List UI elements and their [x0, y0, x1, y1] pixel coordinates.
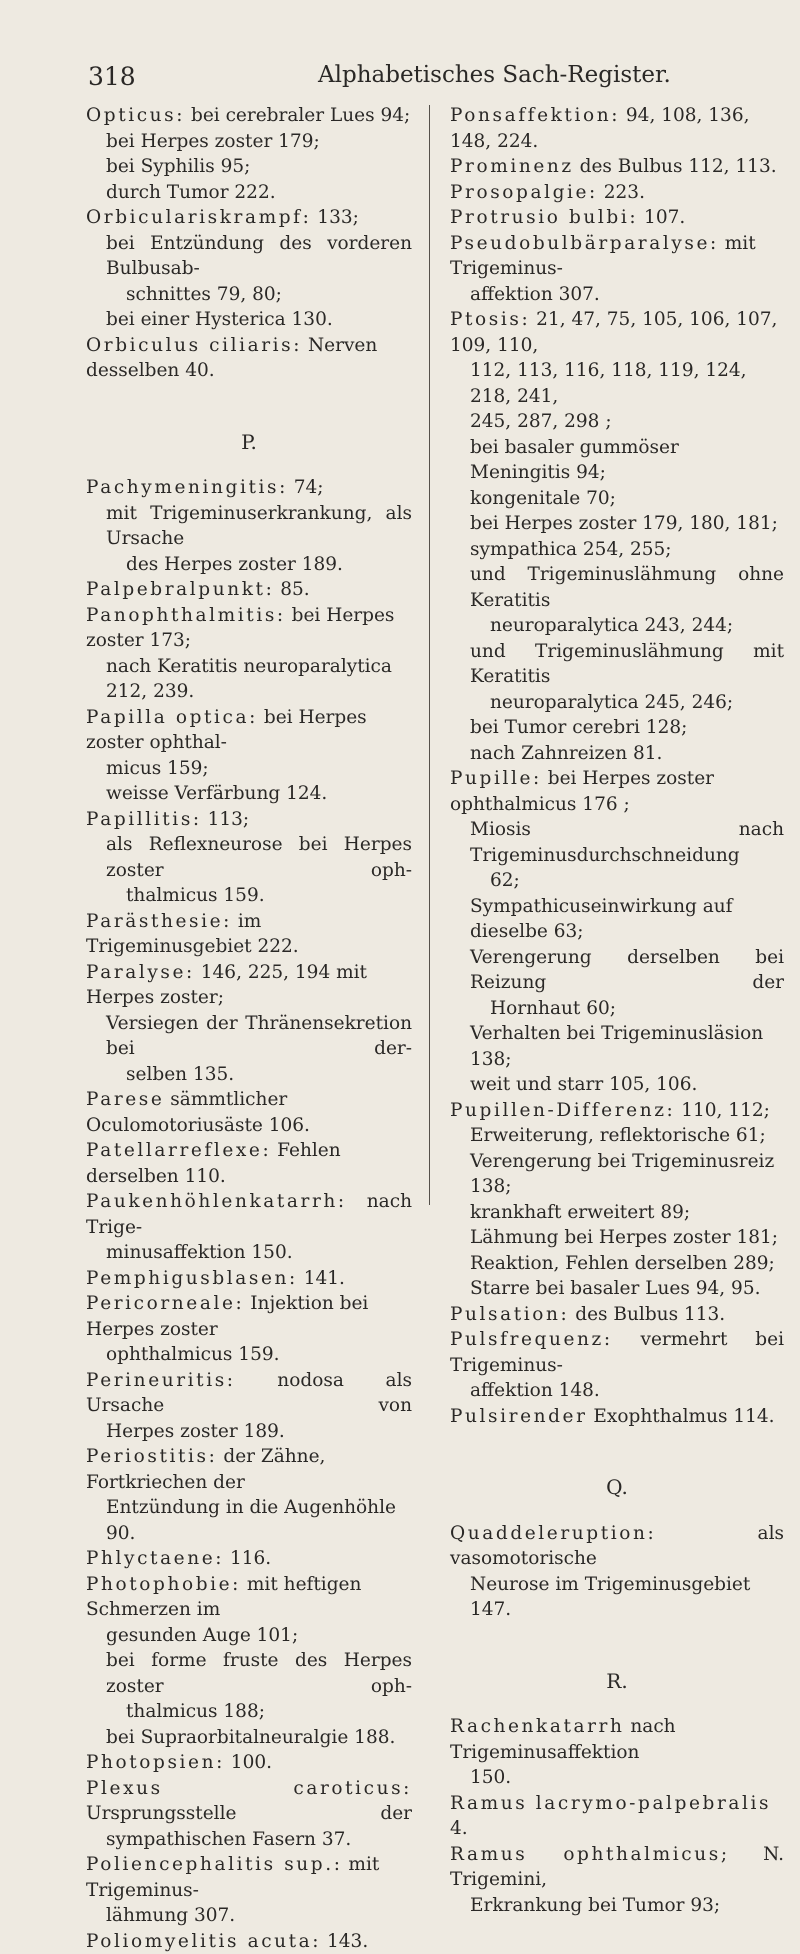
- sub-entry-continuation: selben 135.: [126, 1062, 412, 1088]
- entry-continuation: ophthalmicus 159.: [106, 1342, 412, 1368]
- entry-text: bei Herpes zoster ophthal-: [86, 707, 367, 754]
- entry-head: Poliencephalitis sup.:: [86, 1854, 343, 1875]
- index-entry-poliomyelitis: [86, 1929, 412, 1954]
- index-entry-pachymeningitis: [86, 475, 412, 577]
- entry-continuation: gesunden Auge 101;: [106, 1623, 412, 1649]
- entry-text: Ursprungsstelle der: [86, 1803, 412, 1824]
- index-entry-phlyctaene: [86, 1546, 412, 1572]
- entry-head: Phlyctaene:: [86, 1548, 224, 1569]
- entry-text: 143.: [321, 1931, 368, 1952]
- entry-head: Opticus:: [86, 105, 185, 126]
- sub-entry: Lähmung bei Herpes zoster 181;: [470, 1225, 784, 1251]
- entry-head: Ramus ophthalmicus;: [450, 1844, 730, 1865]
- entry-continuation: Erkrankung bei Tumor 93;: [470, 1893, 784, 1919]
- index-entry-ptosis: [450, 307, 784, 766]
- sub-entry: Verengerung derselben bei Reizung der: [470, 945, 784, 996]
- entry-head: Ramus lacrymo-palpebralis: [450, 1793, 771, 1814]
- index-entry-pupillen-differenz: [450, 1098, 784, 1302]
- index-entry-orbiculariskrampf: [86, 205, 412, 333]
- entry-head: Pulsfrequenz:: [450, 1329, 613, 1350]
- sub-entry-continuation: Hornhaut 60;: [490, 996, 784, 1022]
- page-header: [0, 62, 800, 92]
- sub-entry: Verhalten bei Trigeminusläsion 138;: [470, 1021, 784, 1072]
- entry-text: mit Trigeminus-: [86, 1854, 379, 1901]
- entry-continuation: micus 159;: [106, 756, 412, 782]
- entry-head: Panophthalmitis:: [86, 605, 286, 626]
- sub-entry: bei Herpes zoster 179;: [106, 129, 412, 155]
- sub-entry: bei Entzündung des vorderen Bulbusab-: [106, 231, 412, 282]
- sub-entry: bei Tumor cerebri 128;: [470, 715, 784, 741]
- entry-continuation: sympathischen Fasern 37.: [106, 1827, 412, 1853]
- entry-text: Fehlen derselben 110.: [86, 1140, 341, 1187]
- sub-entry: Reaktion, Fehlen derselben 289;: [470, 1251, 784, 1277]
- entry-text: 21, 47, 75, 105, 106, 107, 109, 110,: [450, 309, 777, 356]
- entry-continuation: Entzündung in die Augenhöhle 90.: [106, 1495, 412, 1546]
- entry-head: Paukenhöhlenkatarrh:: [86, 1191, 347, 1212]
- sub-entry: kongenitale 70;: [470, 486, 784, 512]
- entry-text: des Bulbus 112, 113.: [574, 156, 777, 177]
- entry-head: Parese: [86, 1089, 164, 1110]
- entry-head: Pupillen-Differenz:: [450, 1100, 675, 1121]
- entry-head: Pericorneale:: [86, 1293, 244, 1314]
- entry-text: nodosa als Ursache von: [86, 1370, 412, 1417]
- entry-text: vermehrt bei Trigeminus-: [450, 1329, 784, 1376]
- entry-head: Orbiculariskrampf:: [86, 207, 311, 228]
- entry-head: Pachymeningitis:: [86, 477, 288, 498]
- entry-continuation: nach Keratitis neuroparalytica 212, 239.: [106, 654, 412, 705]
- index-entry-pulsirender: [450, 1404, 784, 1430]
- index-entry-periostitis: [86, 1444, 412, 1546]
- section-letter-r: R.: [450, 1669, 784, 1695]
- entry-continuation: minusaffektion 150.: [106, 1240, 412, 1266]
- index-entry-opticus: [86, 103, 412, 205]
- entry-text: 116.: [224, 1548, 271, 1569]
- sub-entry: bei Herpes zoster 179, 180, 181;: [470, 511, 784, 537]
- entry-text: 141.: [298, 1268, 345, 1289]
- sub-entry-continuation: thalmicus 159.: [126, 883, 412, 909]
- entry-continuation: 112, 113, 116, 118, 119, 124, 218, 241,: [470, 358, 784, 409]
- sub-entry-continuation: neuroparalytica 245, 246;: [490, 690, 784, 716]
- index-entry-quaddeleruption: [450, 1521, 784, 1623]
- index-entry-photopsien: [86, 1750, 412, 1776]
- entry-text: 100.: [225, 1752, 272, 1773]
- entry-head: Patellarreflexe:: [86, 1140, 271, 1161]
- index-entry-ramus-ophthalmicus: [450, 1842, 784, 1919]
- sub-entry: nach Zahnreizen 81.: [470, 741, 784, 767]
- entry-continuation: lähmung 307.: [106, 1903, 412, 1929]
- sub-entry: bei basaler gummöser Meningitis 94;: [470, 435, 784, 486]
- sub-entry-continuation: 62;: [490, 868, 784, 894]
- entry-text: 133;: [311, 207, 358, 228]
- sub-entry: sympathica 254, 255;: [470, 537, 784, 563]
- index-entry-perineuritis: [86, 1368, 412, 1445]
- entry-head: Photophobie:: [86, 1574, 241, 1595]
- entry-head: Perineuritis:: [86, 1370, 236, 1391]
- entry-head: Palpebralpunkt:: [86, 579, 274, 600]
- entry-head: Photopsien:: [86, 1752, 225, 1773]
- sub-entry: Erweiterung, reflektorische 61;: [470, 1123, 784, 1149]
- index-entry-pupille: [450, 766, 784, 1098]
- entry-text: nach Trige-: [86, 1191, 412, 1238]
- index-entry-orbiculus: [86, 333, 412, 384]
- index-entry-rachenkatarrh: [450, 1714, 784, 1791]
- index-entry-plexus-caroticus: [86, 1776, 412, 1853]
- entry-text: N. Trigemini,: [450, 1844, 784, 1891]
- entry-text: 110, 112;: [675, 1100, 770, 1121]
- entry-continuation: Neurose im Trigeminusgebiet 147.: [470, 1572, 784, 1623]
- entry-continuation: affektion 148.: [470, 1378, 784, 1404]
- sub-entry: bei forme fruste des Herpes zoster oph-: [106, 1648, 412, 1699]
- sub-entry: bei einer Hysterica 130.: [106, 307, 412, 333]
- entry-text: als vasomotorische: [450, 1523, 784, 1570]
- sub-entry-continuation: schnittes 79, 80;: [126, 282, 412, 308]
- entry-continuation: 245, 287, 298 ;: [470, 409, 784, 435]
- index-column-right: [450, 103, 784, 1918]
- sub-entry: Miosis nach Trigeminusdurchschneidung: [470, 817, 784, 868]
- entry-head: Periostitis:: [86, 1446, 217, 1467]
- index-entry-ponsaffektion: [450, 103, 784, 154]
- entry-head: Pulsirender: [450, 1406, 588, 1427]
- section-letter-q: Q.: [450, 1475, 784, 1501]
- index-entry-protrusio-bulbi: [450, 205, 784, 231]
- index-entry-palpebralpunkt: [86, 577, 412, 603]
- sub-entry: als Reflexneurose bei Herpes zoster oph-: [106, 832, 412, 883]
- sub-entry: weisse Verfärbung 124.: [106, 781, 412, 807]
- entry-continuation: 150.: [470, 1765, 784, 1791]
- sub-entry: Verengerung bei Trigeminusreiz 138;: [470, 1149, 784, 1200]
- entry-text: 107.: [638, 207, 685, 228]
- index-entry-paralyse: [86, 960, 412, 1088]
- entry-head: Poliomyelitis acuta:: [86, 1931, 321, 1952]
- entry-text: mit Trigeminus-: [450, 233, 756, 280]
- column-divider: [429, 105, 430, 1205]
- index-entry-prosopalgie: [450, 180, 784, 206]
- entry-text: 146, 225, 194 mit Herpes zoster;: [86, 962, 367, 1009]
- entry-head: Prosopalgie:: [450, 182, 598, 203]
- entry-head: Quaddeleruption:: [450, 1523, 656, 1544]
- sub-entry: und Trigeminuslähmung ohne Keratitis: [470, 562, 784, 613]
- entry-text: sämmtlicher Oculomotoriusäste 106.: [86, 1089, 310, 1136]
- entry-head: Orbiculus ciliaris:: [86, 335, 302, 356]
- entry-text: nach Trigeminusaffektion: [450, 1716, 676, 1763]
- entry-text: des Bulbus 113.: [569, 1304, 725, 1325]
- entry-head: Protrusio bulbi:: [450, 207, 638, 228]
- page-number: 318: [88, 62, 136, 91]
- sub-entry: Versiegen der Thränensekretion bei der-: [106, 1011, 412, 1062]
- entry-head: Ponsaffektion:: [450, 105, 620, 126]
- entry-text: bei cerebraler Lues 94;: [185, 105, 410, 126]
- entry-text: der Zähne, Fortkriechen der: [86, 1446, 325, 1493]
- entry-text: 113;: [202, 809, 249, 830]
- entry-text: 74;: [288, 477, 324, 498]
- entry-text: bei Herpes zoster 173;: [86, 605, 394, 652]
- sub-entry: bei Syphilis 95;: [106, 154, 412, 180]
- sub-entry: krankhaft erweitert 89;: [470, 1200, 784, 1226]
- entry-head: Ptosis:: [450, 309, 530, 330]
- index-entry-papillitis: [86, 807, 412, 909]
- entry-continuation: Herpes zoster 189.: [106, 1419, 412, 1445]
- entry-text: mit heftigen Schmerzen im: [86, 1574, 361, 1621]
- entry-text: 223.: [598, 182, 645, 203]
- sub-entry: weit und starr 105, 106.: [470, 1072, 784, 1098]
- entry-head: Plexus caroticus:: [86, 1778, 412, 1799]
- index-entry-pseudobulbaerparalyse: [450, 231, 784, 308]
- index-entry-parese: [86, 1087, 412, 1138]
- entry-head: Pupille:: [450, 768, 542, 789]
- running-title: Alphabetisches Sach-Register.: [318, 62, 671, 88]
- entry-text: 4.: [450, 1818, 468, 1839]
- index-entry-photophobie: [86, 1572, 412, 1751]
- entry-text: 85.: [274, 579, 309, 600]
- index-entry-patellarreflexe: [86, 1138, 412, 1189]
- sub-entry-continuation: des Herpes zoster 189.: [126, 552, 412, 578]
- index-entry-papilla-optica: [86, 705, 412, 807]
- entry-head: Parästhesie:: [86, 911, 232, 932]
- entry-head: Rachenkatarrh: [450, 1716, 625, 1737]
- entry-text: 94, 108, 136, 148, 224.: [450, 105, 749, 152]
- index-column-left: [86, 103, 412, 1954]
- index-entry-ramus-lacrymo-palpebralis: [450, 1791, 784, 1842]
- entry-head: Pulsation:: [450, 1304, 569, 1325]
- entry-continuation: affektion 307.: [470, 282, 784, 308]
- entry-text: Nerven desselben 40.: [86, 335, 377, 382]
- index-entry-paukenhoehlenkatarrh: [86, 1189, 412, 1266]
- entry-head: Prominenz: [450, 156, 574, 177]
- index-entry-pemphigusblasen: [86, 1266, 412, 1292]
- entry-head: Paralyse:: [86, 962, 195, 983]
- sub-entry: Sympathicuseinwirkung auf dieselbe 63;: [470, 894, 784, 945]
- sub-entry: Starre bei basaler Lues 94, 95.: [470, 1276, 784, 1302]
- section-letter-p: P.: [86, 430, 412, 456]
- entry-head: Papillitis:: [86, 809, 202, 830]
- sub-entry-continuation: neuroparalytica 243, 244;: [490, 613, 784, 639]
- entry-head: Pseudobulbärparalyse:: [450, 233, 719, 254]
- sub-entry: und Trigeminuslähmung mit Keratitis: [470, 639, 784, 690]
- entry-text: im Trigeminusgebiet 222.: [86, 911, 299, 958]
- index-entry-paraesthesie: [86, 909, 412, 960]
- index-entry-poliencephalitis: [86, 1852, 412, 1929]
- index-entry-panophthalmitis: [86, 603, 412, 705]
- entry-head: Papilla optica:: [86, 707, 258, 728]
- entry-text: Injektion bei Herpes zoster: [86, 1293, 368, 1340]
- entry-head: Pemphigusblasen:: [86, 1268, 298, 1289]
- sub-entry: bei Supraorbitalneuralgie 188.: [106, 1725, 412, 1751]
- entry-text: bei Herpes zoster ophthalmicus 176 ;: [450, 768, 714, 815]
- sub-entry: mit Trigeminuserkrankung, als Ursache: [106, 501, 412, 552]
- index-entry-prominenz: [450, 154, 784, 180]
- entry-text: Exophthalmus 114.: [588, 1406, 775, 1427]
- sub-entry-continuation: thalmicus 188;: [126, 1699, 412, 1725]
- index-entry-pericorneale: [86, 1291, 412, 1368]
- sub-entry: durch Tumor 222.: [106, 180, 412, 206]
- index-entry-pulsfrequenz: [450, 1327, 784, 1404]
- index-entry-pulsation: [450, 1302, 784, 1328]
